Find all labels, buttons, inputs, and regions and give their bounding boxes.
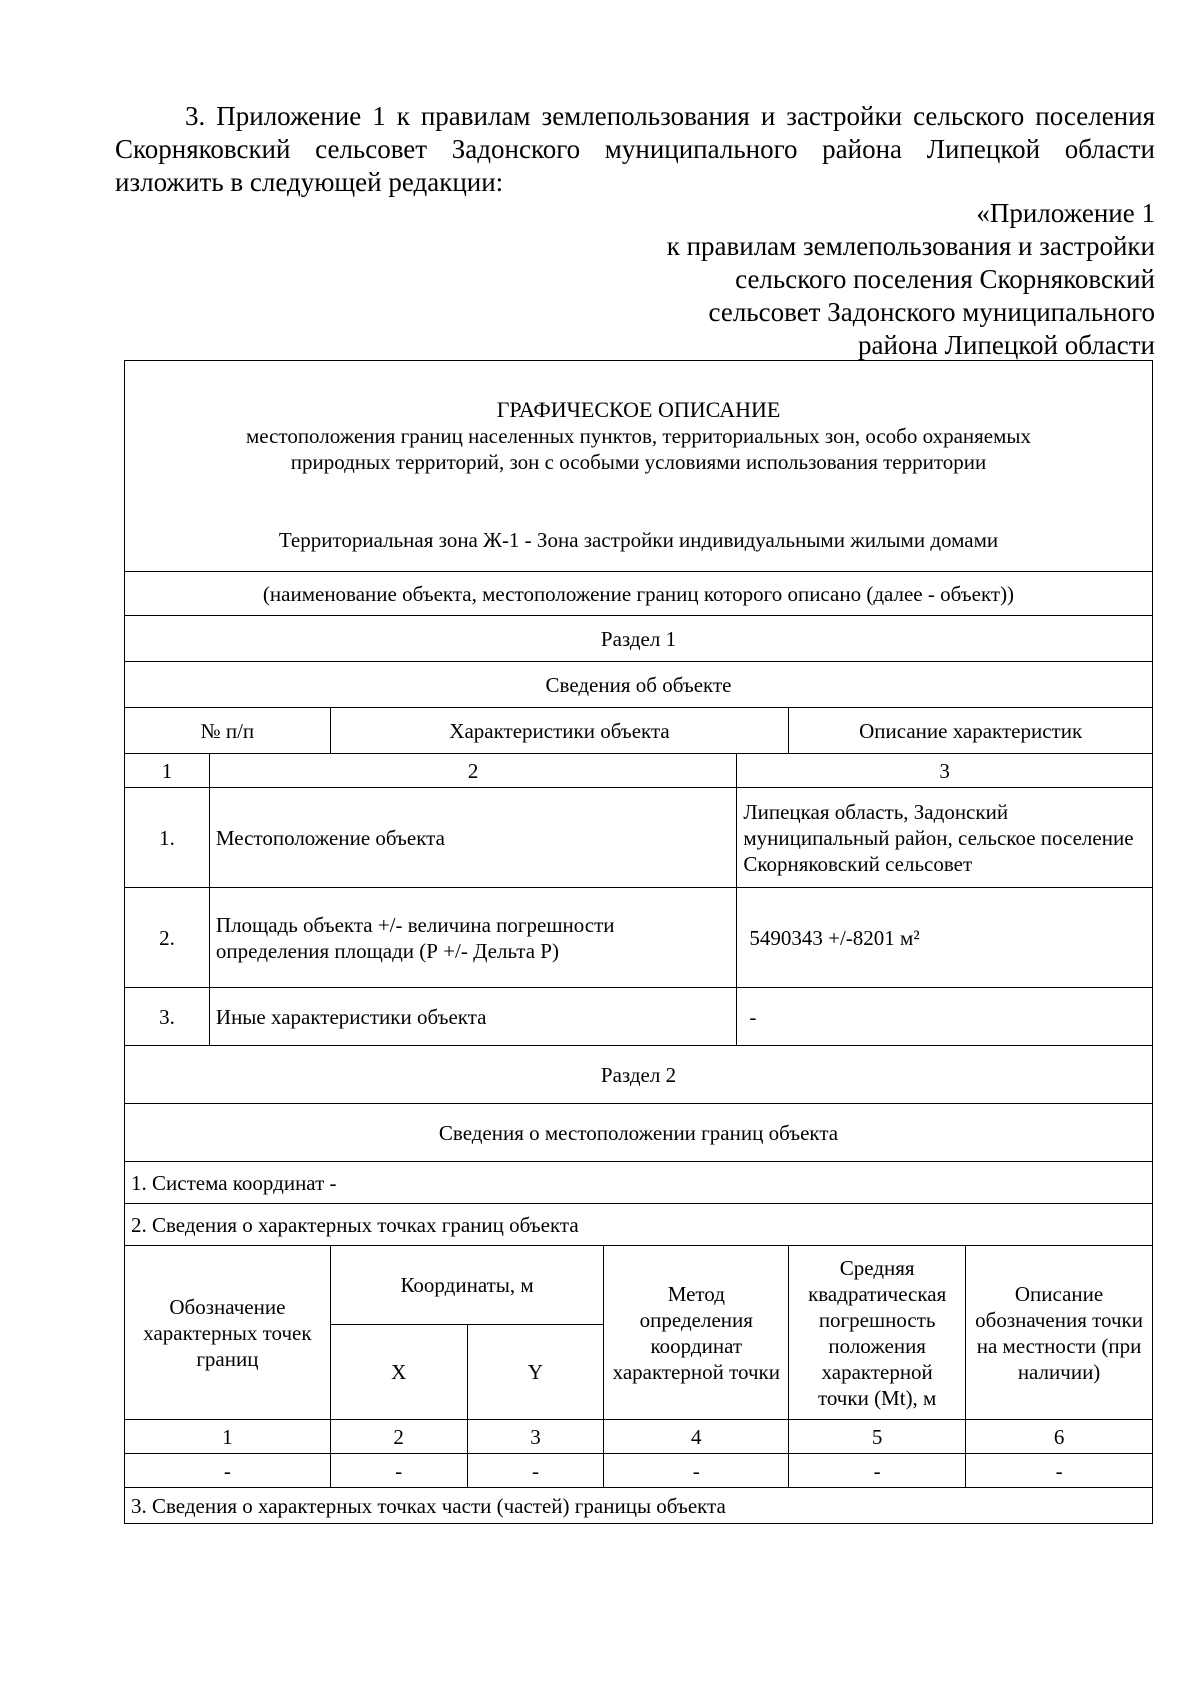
- row-description: 5490343 +/-8201 м²: [737, 888, 1153, 988]
- column-number: 3: [467, 1420, 604, 1454]
- document-title: ГРАФИЧЕСКОЕ ОПИСАНИЕ: [496, 397, 781, 422]
- row-number: 2.: [125, 888, 210, 988]
- column-header-designation: Обозначение характерных точек границ: [125, 1246, 331, 1420]
- column-header-characteristic: Характеристики объекта: [330, 708, 789, 754]
- section1-subtitle: Сведения об объекте: [125, 662, 1153, 708]
- column-header-description: Описание характеристик: [789, 708, 1153, 754]
- table-row: [125, 788, 1153, 888]
- parts-title: 3. Сведения о характерных точках части (частей) границы объекта: [125, 1488, 1153, 1524]
- section1-table: [124, 753, 1153, 1046]
- annex-line: к правилам землепользования и застройки: [666, 231, 1155, 261]
- column-number: 6: [966, 1420, 1153, 1454]
- cell-value: -: [330, 1454, 467, 1488]
- row-characteristic: Площадь объекта +/- величина погрешности определения площади (Р +/- Дельта Р): [209, 888, 736, 988]
- column-header-method: Метод определения координат характерной точки: [604, 1246, 789, 1420]
- annex-line: сельсовет Задонского муниципального: [708, 297, 1155, 327]
- document-subtitle: местоположения границ населенных пунктов, территориальных зон, особо охраняемых: [245, 424, 1032, 448]
- column-number: 3: [737, 754, 1153, 788]
- cell-value: -: [966, 1454, 1153, 1488]
- annex-reference: [667, 197, 1155, 362]
- column-header-error: Средняя квадратическая погрешность положения характерной точки (Mt), м: [789, 1246, 966, 1420]
- column-header-label: № п/п: [200, 718, 255, 743]
- column-header-y: Y: [467, 1325, 604, 1420]
- annex-line: сельского поселения Скорняковский: [735, 264, 1155, 294]
- zone-name: Территориальная зона Ж-1 - Зона застройки индивидуальными жилыми домами: [278, 528, 999, 552]
- column-number: 1: [125, 754, 210, 788]
- column-header-point-description: Описание обозначения точки на местности (при наличии): [966, 1246, 1153, 1420]
- cell-value: -: [604, 1454, 789, 1488]
- column-header-x: X: [330, 1325, 467, 1420]
- column-number: 2: [330, 1420, 467, 1454]
- cell-value: -: [125, 1454, 331, 1488]
- column-header-num: [125, 708, 331, 754]
- annex-line: района Липецкой области: [858, 330, 1155, 360]
- object-caption: (наименование объекта, местоположение границ которого описано (далее - объект)): [125, 572, 1153, 616]
- row-number: 1.: [125, 788, 210, 888]
- section1-title: Раздел 1: [125, 616, 1153, 662]
- section2-table: [124, 1045, 1153, 1524]
- graphic-description-table: [124, 360, 1153, 754]
- table-header: [125, 361, 1153, 572]
- row-number: 3.: [125, 988, 210, 1046]
- row-characteristic: Иные характеристики объекта: [209, 988, 736, 1046]
- intro-paragraph: 3. Приложение 1 к правилам землепользования и застройки сельского поселения Скорняковский сельсовет Задонского муниципального района Липецкой области изложить в следующей редакции:: [115, 101, 1155, 197]
- row-characteristic: Местоположение объекта: [209, 788, 736, 888]
- annex-line: «Приложение 1: [976, 198, 1155, 228]
- table-row: [125, 888, 1153, 988]
- row-description: -: [737, 988, 1153, 1046]
- section2-subtitle: Сведения о местоположении границ объекта: [125, 1104, 1153, 1162]
- points-title: 2. Сведения о характерных точках границ объекта: [125, 1204, 1153, 1246]
- row-description: Липецкая область, Задонский муниципальный район, сельское поселение Скорняковский сельсовет: [737, 788, 1153, 888]
- table-row: [125, 988, 1153, 1046]
- column-number: 4: [604, 1420, 789, 1454]
- table-row: [125, 1454, 1153, 1488]
- column-header-coordinates: Координаты, м: [330, 1246, 604, 1325]
- coordinate-system: 1. Система координат -: [125, 1162, 1153, 1204]
- column-number: 1: [125, 1420, 331, 1454]
- cell-value: -: [467, 1454, 604, 1488]
- section2-title: Раздел 2: [125, 1046, 1153, 1104]
- column-number: 2: [209, 754, 736, 788]
- cell-value: -: [789, 1454, 966, 1488]
- document-subtitle: природных территорий, зон с особыми условиями использования территории: [290, 450, 987, 474]
- column-number: 5: [789, 1420, 966, 1454]
